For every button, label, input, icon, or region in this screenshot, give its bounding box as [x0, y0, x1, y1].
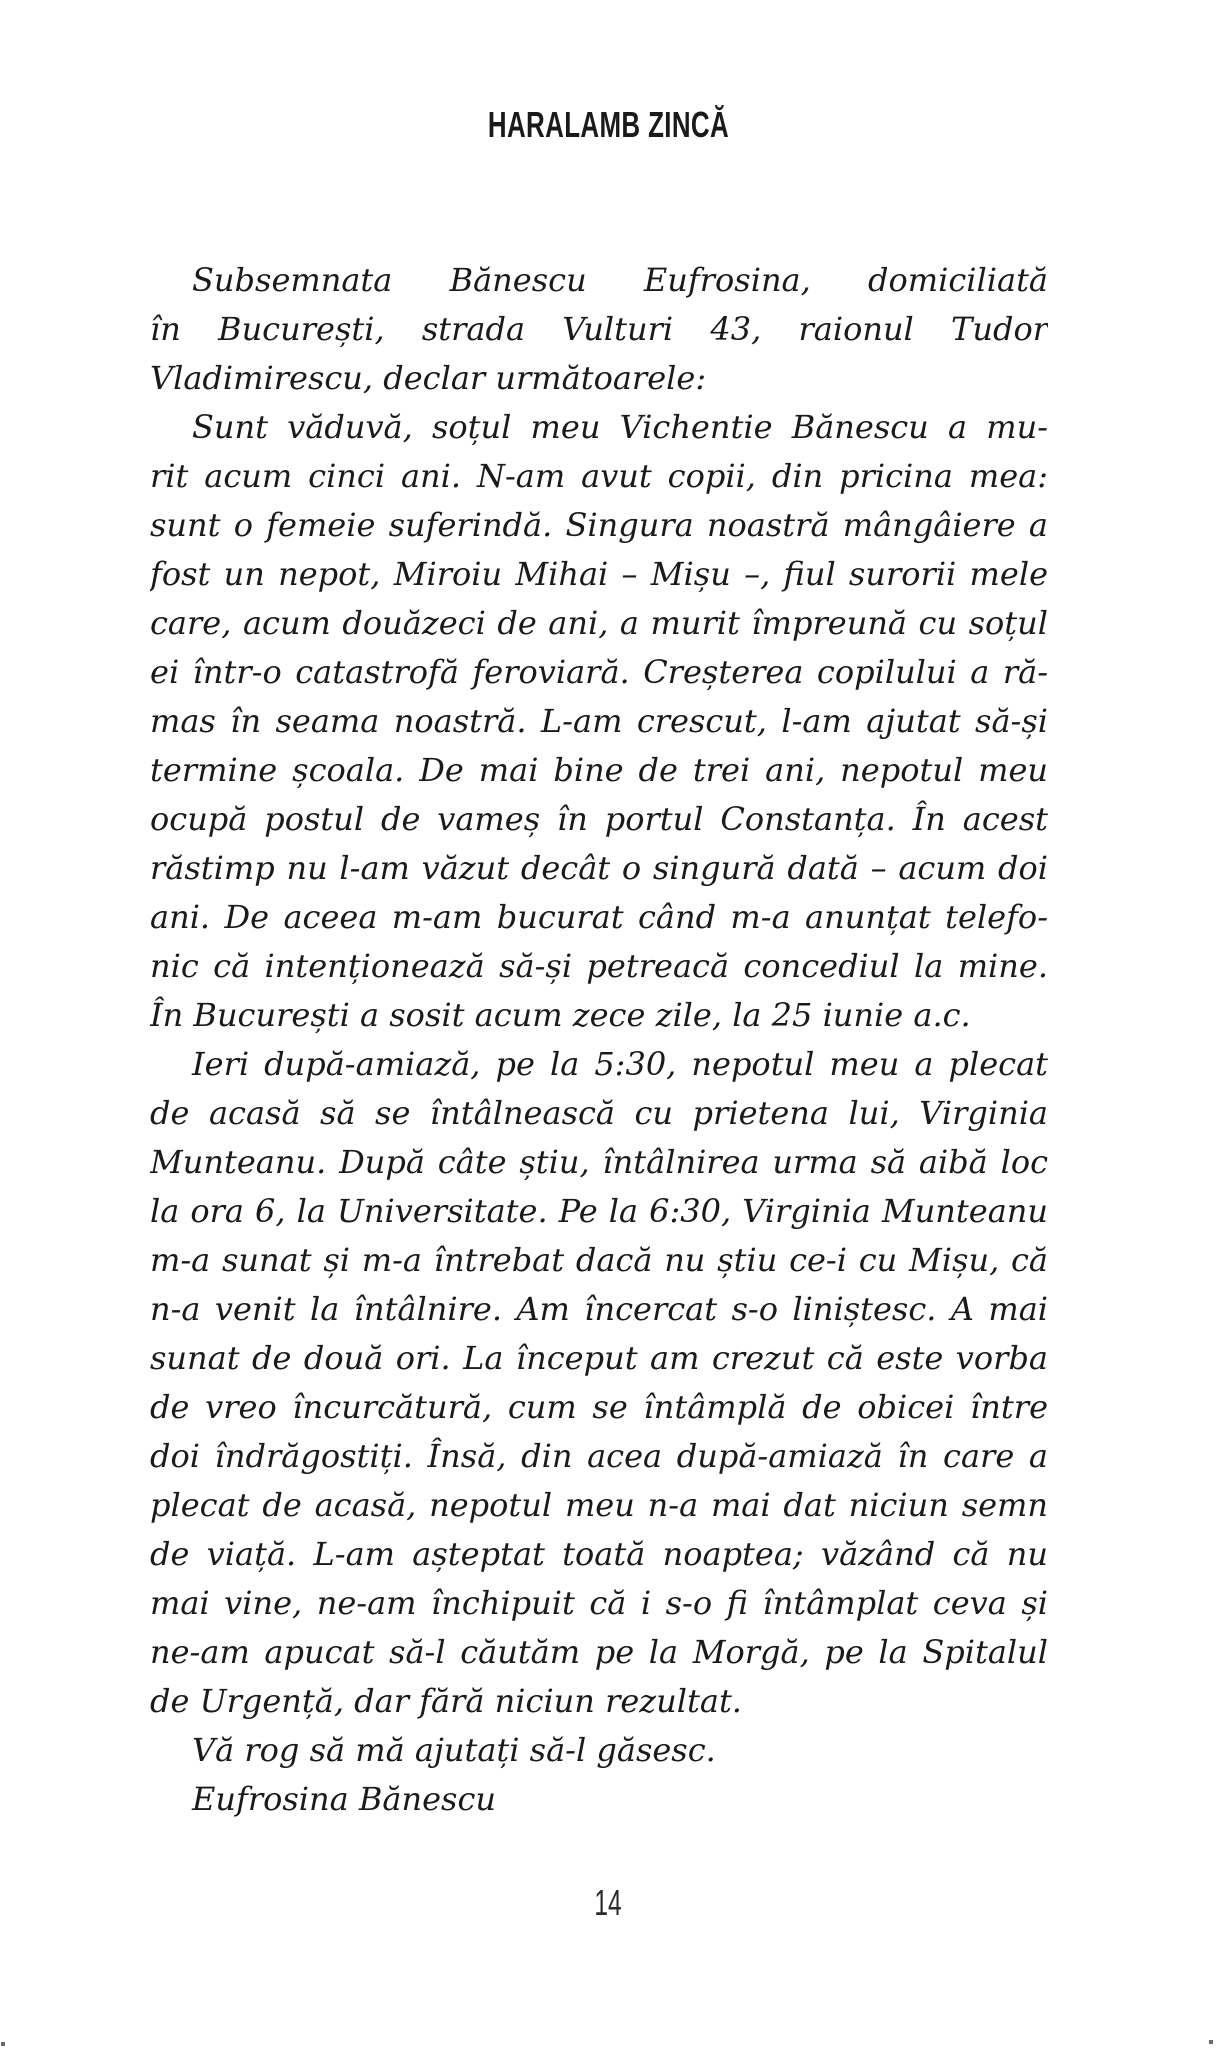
body-line: Sunt văduvă, soțul meu Vichentie Bănescu a mu- [192, 408, 1048, 446]
page-number: 14 [594, 1882, 622, 1923]
body-line: mai vine, ne-am închipuit că i s-o fi întâmplat ceva și [150, 1584, 1048, 1622]
body-line: ocupă postul de vameș în portul Constanța. În acest [150, 800, 1048, 838]
body-line: Munteanu. După câte știu, întâlnirea urma să aibă loc [150, 1143, 1048, 1181]
running-header [0, 106, 1216, 144]
body-line: în București, strada Vulturi 43, raionul Tudor [150, 310, 1048, 348]
body-line: Vladimirescu, declar următoarele: [150, 359, 707, 397]
body-line: rit acum cinci ani. N-am avut copii, din pricina mea: [150, 457, 1048, 495]
body-line: plecat de acasă, nepotul meu n-a mai dat niciun semn [150, 1486, 1048, 1524]
text-block [150, 256, 1048, 1824]
body-line: sunat de două ori. La început am crezut că este vorba [150, 1339, 1048, 1377]
body-line: Ieri după-amiază, pe la 5:30, nepotul meu a plecat [192, 1045, 1048, 1083]
body-line: m-a sunat și m-a întrebat dacă nu știu ce-i cu Mișu, că [150, 1241, 1048, 1279]
body-line: de vreo încurcătură, cum se întâmplă de obicei între [150, 1388, 1048, 1426]
body-line: nic că intenționează să-și petreacă concediul la mine. [150, 947, 1048, 985]
body-line: Subsemnata Bănescu Eufrosina, domiciliată [192, 261, 1048, 299]
page-number-container [0, 1884, 1216, 1922]
body-line: de Urgență, dar fără niciun rezultat. [150, 1682, 742, 1720]
body-line: răstimp nu l-am văzut decât o singură dată – acum doi [150, 849, 1048, 887]
body-line: Vă rog să mă ajutați să-l găsesc. [192, 1731, 716, 1769]
body-line: ne-am apucat să-l căutăm pe la Morgă, pe la Spitalul [150, 1633, 1048, 1671]
scan-artifact-bottom-left [1, 2042, 5, 2046]
body-line: n-a venit la întâlnire. Am încercat s-o liniștesc. A mai [150, 1290, 1048, 1328]
body-line: de acasă să se întâlnească cu prietena lui, Virginia [150, 1094, 1048, 1132]
body-line: fost un nepot, Miroiu Mihai – Mișu –, fiul surorii mele [150, 555, 1048, 593]
body-line: doi îndrăgostiți. Însă, din acea după-amiază în care a [150, 1437, 1048, 1475]
body-line: În București a sosit acum zece zile, la 25 iunie a.c. [150, 996, 971, 1034]
body-line: la ora 6, la Universitate. Pe la 6:30, Virginia Munteanu [150, 1192, 1048, 1230]
body-line: mas în seama noastră. L-am crescut, l-am ajutat să-și [150, 702, 1048, 740]
body-line: de viață. L-am așteptat toată noaptea; văzând că nu [150, 1535, 1048, 1573]
body-line: termine școala. De mai bine de trei ani, nepotul meu [150, 751, 1048, 789]
body-line: sunt o femeie suferindă. Singura noastră mângâiere a [150, 506, 1048, 544]
body-line: care, acum douăzeci de ani, a murit împreună cu soțul [150, 604, 1048, 642]
body-line: ani. De aceea m-am bucurat când m-a anunțat telefo- [150, 898, 1048, 936]
body-line: ei într-o catastrofă feroviară. Creșterea copilului a ră- [150, 653, 1048, 691]
author-name-header: HARALAMB ZINCĂ [487, 104, 729, 145]
scan-artifact-bottom-right [1209, 2040, 1213, 2044]
body-line: Eufrosina Bănescu [192, 1780, 496, 1818]
